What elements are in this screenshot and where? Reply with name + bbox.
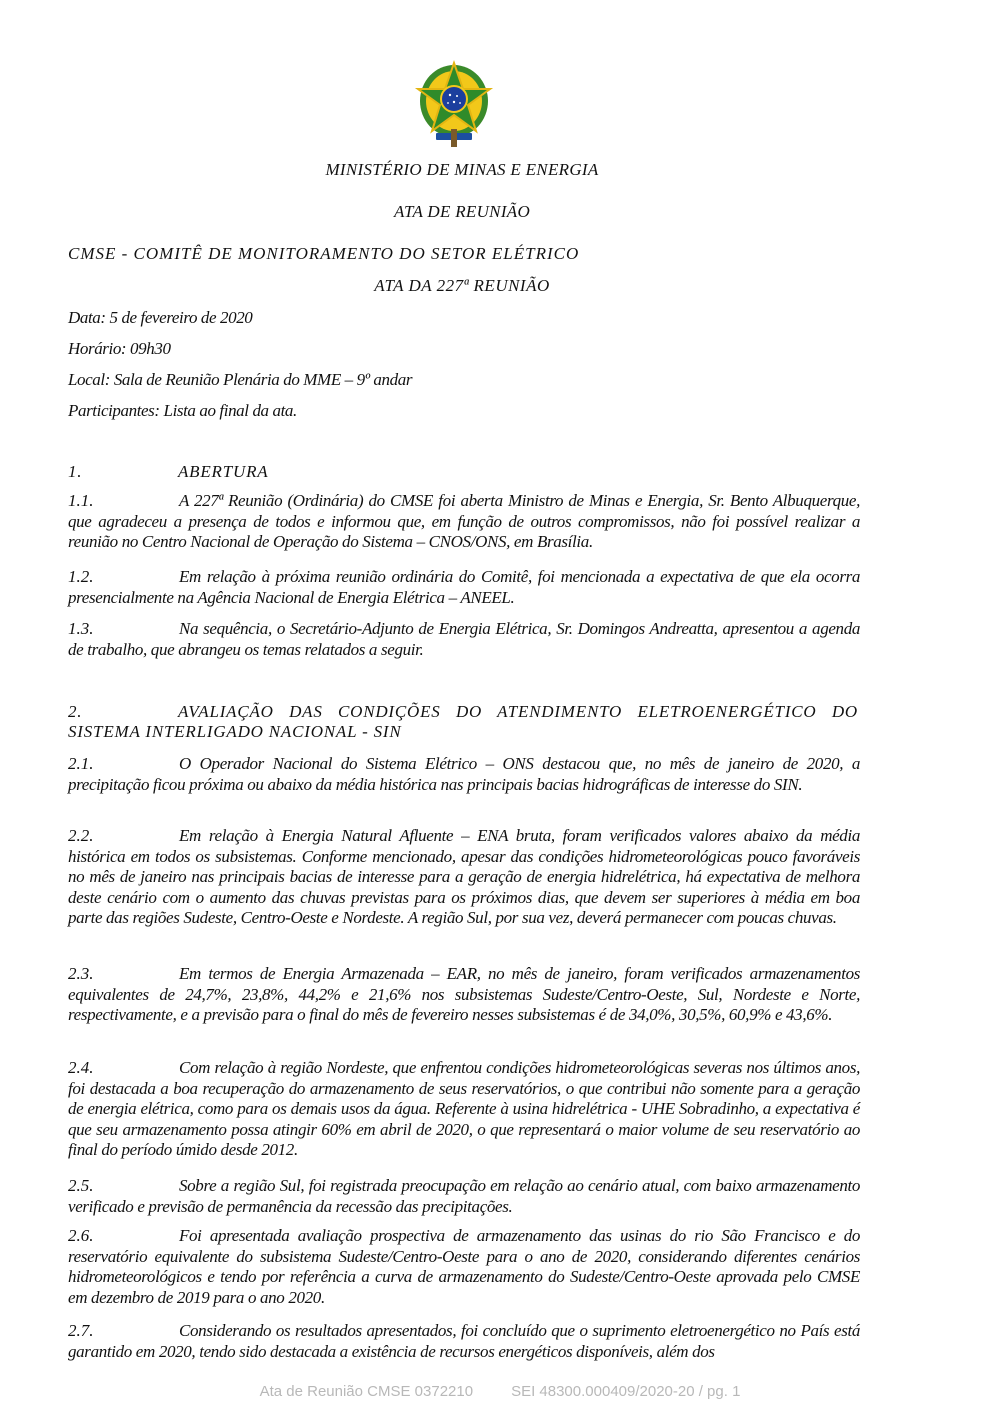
paragraph xyxy=(68,1321,860,1362)
brazil-coat-of-arms-emblem xyxy=(414,55,494,151)
paragraph-text: Em relação à próxima reunião ordinária do Comitê, foi mencionada a expectativa de que ela ocorra presencialmente na Agência Nacional de Energia Elétrica – ANEEL. xyxy=(68,567,860,607)
ministry-title: MINISTÉRIO DE MINAS E ENERGIA xyxy=(325,160,599,179)
paragraph-number: 2.5. xyxy=(68,1176,94,1195)
paragraph-number: 2.6. xyxy=(68,1226,94,1245)
committee-title: CMSE - COMITÊ DE MONITORAMENTO DO SETOR ELÉTRICO xyxy=(68,244,580,263)
paragraph-text: Sobre a região Sul, foi registrada preocupação em relação ao cenário atual, com baixo armazenamento verificado e previsão de permanência da recessão das precipitações. xyxy=(68,1176,860,1216)
paragraph-text: Considerando os resultados apresentados, foi concluído que o suprimento eletroenergético no País está garantido em 2020, tendo sido destacada a existência de recursos energéticos disponíveis, além dos xyxy=(68,1321,860,1361)
paragraph xyxy=(68,754,860,795)
meeting-place: Local: Sala de Reunião Plenária do MME – 9º andar xyxy=(68,370,413,389)
document-type: ATA DE REUNIÃO xyxy=(393,202,531,221)
footer-sei-page: SEI 48300.000409/2020-20 / pg. 1 xyxy=(511,1383,741,1400)
paragraph xyxy=(68,826,860,929)
section-title: AVALIAÇÃO DAS CONDIÇÕES DO ATENDIMENTO ELETROENERGÉTICO DO SISTEMA INTERLIGADO NACIONAL - SIN xyxy=(68,702,858,741)
paragraph-text: Na sequência, o Secretário-Adjunto de Energia Elétrica, Sr. Domingos Andreatta, apresentou a agenda de trabalho, que abrangeu os temas relatados a seguir. xyxy=(68,619,860,659)
paragraph xyxy=(68,1176,860,1217)
section-heading xyxy=(68,462,858,482)
paragraph-text: O Operador Nacional do Sistema Elétrico – ONS destacou que, no mês de janeiro de 2020, a precipitação ficou próxima ou abaixo da média histórica nas principais bacias hidrográficas de interesse do SIN. xyxy=(68,754,860,794)
paragraph xyxy=(68,619,860,660)
page-footer xyxy=(0,1383,1000,1400)
paragraph-number: 1.3. xyxy=(68,619,94,638)
paragraph-number: 2.7. xyxy=(68,1321,94,1340)
meeting-title: ATA DA 227ª REUNIÃO xyxy=(374,276,550,295)
paragraph-text: Em relação à Energia Natural Afluente – ENA bruta, foram verificados valores abaixo da média histórica em todos os subsistemas. Conforme mencionado, apesar das condições hidrometeorológicas pouco favoráveis no mês de janeiro nas principais bacias de interesse para a geração de energia hidrelétrica, há expectativa de melhora deste cenário com o aumento das chuvas previstas para os próximos dias, que devem ser superiores à média em boa parte das regiões Sudeste, Centro-Oeste e Nordeste. A região Sul, por sua vez, deverá permanecer com poucas chuvas. xyxy=(68,826,860,927)
paragraph-number: 2.1. xyxy=(68,754,94,773)
section-number: 2. xyxy=(68,702,83,721)
paragraph-text: Com relação à região Nordeste, que enfrentou condições hidrometeorológicas severas nos últimos anos, foi destacada a boa recuperação do armazenamento de seus reservatórios, o que contribui não somente para a geração de energia elétrica, como para os demais usos da água. Referente à usina hidrelétrica - UHE Sobradinho, a expectativa é que seu armazenamento possa atingir 60% em abril de 2020, o que representará o maior volume de seu reservatório ao final do período úmido desde 2012. xyxy=(68,1058,860,1159)
paragraph xyxy=(68,964,860,1026)
footer-document-id: Ata de Reunião CMSE 0372210 xyxy=(259,1383,474,1400)
paragraph xyxy=(68,1058,860,1161)
paragraph-number: 1.2. xyxy=(68,567,94,586)
paragraph-number: 2.4. xyxy=(68,1058,94,1077)
paragraph-number: 1.1. xyxy=(68,491,94,510)
meeting-participants: Participantes: Lista ao final da ata. xyxy=(68,401,297,420)
paragraph xyxy=(68,491,860,553)
section-title: ABERTURA xyxy=(178,462,269,481)
paragraph xyxy=(68,1226,860,1308)
paragraph-text: Em termos de Energia Armazenada – EAR, no mês de janeiro, foram verificados armazenamentos equivalentes de 24,7%, 23,8%, 44,2% e 21,6% nos subsistemas Sudeste/Centro-Oeste, Sul, Nordeste e Norte, respectivamente, e a previsão para o final do mês de fevereiro nesses subsistemas é de 34,0%, 30,5%, 60,9% e 43,6%. xyxy=(68,964,860,1024)
paragraph xyxy=(68,567,860,608)
section-number: 1. xyxy=(68,462,83,481)
meeting-date: Data: 5 de fevereiro de 2020 xyxy=(68,308,253,327)
paragraph-text: Foi apresentada avaliação prospectiva de armazenamento das usinas do rio São Francisco e do reservatório equivalente do subsistema Sudeste/Centro-Oeste para o ano de 2020, considerando diferentes cenários hidrometeorológicos e tendo por referência a curva de armazenamento do Sudeste/Centro-Oeste aprovada pelo CMSE em dezembro de 2019 para o ano 2020. xyxy=(68,1226,860,1307)
meeting-time: Horário: 09h30 xyxy=(68,339,171,358)
section-heading xyxy=(68,702,858,742)
paragraph-text: A 227ª Reunião (Ordinária) do CMSE foi aberta Ministro de Minas e Energia, Sr. Bento Albuquerque, que agradeceu a presença de todos e informou que, em função de outros compromissos, não foi possível realizar a reunião no Centro Nacional de Operação do Sistema – CNOS/ONS, em Brasília. xyxy=(68,491,860,551)
paragraph-number: 2.3. xyxy=(68,964,94,983)
paragraph-number: 2.2. xyxy=(68,826,94,845)
